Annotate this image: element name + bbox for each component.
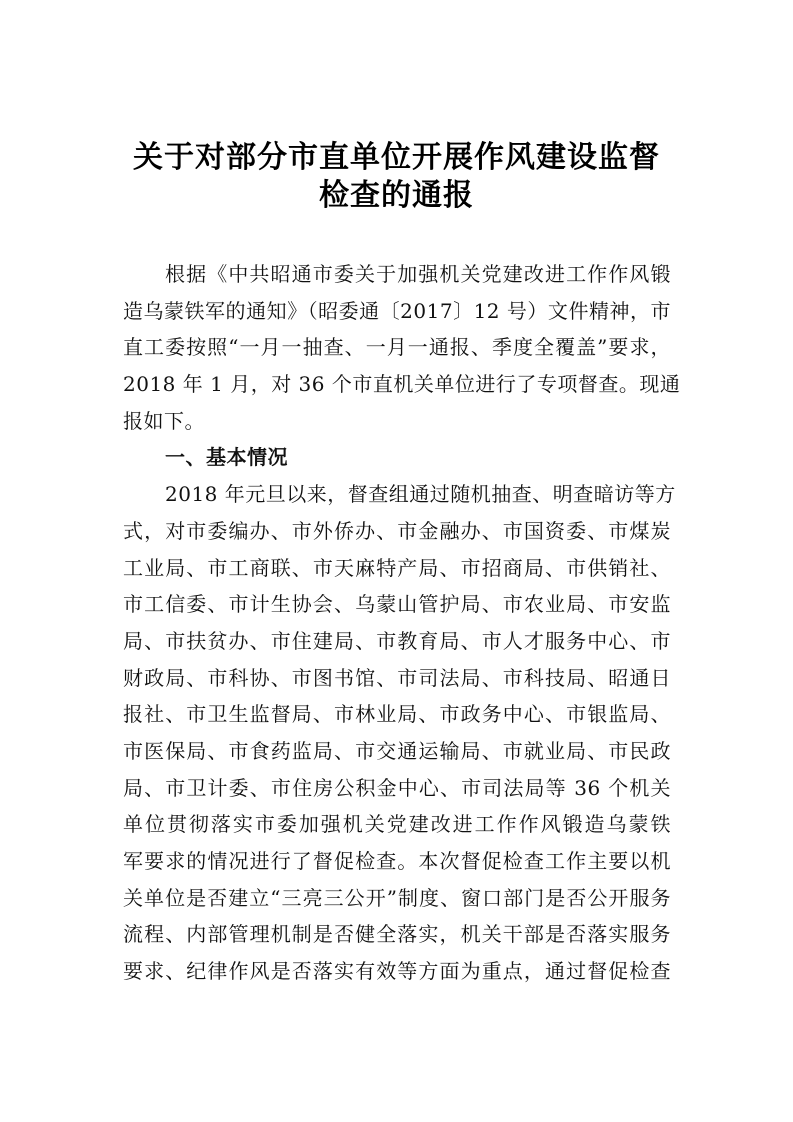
paragraph-2 bbox=[123, 476, 676, 990]
paragraph-line: 局、市扶贫办、市住建局、市教育局、市人才服务中心、市 bbox=[123, 628, 671, 653]
document-title-line-2: 检查的通报 bbox=[319, 178, 474, 213]
document-body bbox=[123, 256, 681, 990]
paragraph-line: 工业局、市工商联、市天麻特产局、市招商局、市供销社、 bbox=[123, 555, 671, 580]
paragraph-line: 财政局、市科协、市图书馆、市司法局、市科技局、昭通日 bbox=[123, 665, 671, 690]
paragraph-line: 直工委按照“一月一抽查、一月一通报、季度全覆盖”要求， bbox=[123, 335, 671, 360]
paragraph-line: 式，对市委编办、市外侨办、市金融办、市国资委、市煤炭 bbox=[123, 518, 671, 543]
paragraph-line: 市工信委、市计生协会、乌蒙山管护局、市农业局、市安监 bbox=[123, 592, 671, 617]
paragraph-line: 根据《中共昭通市委关于加强机关党建改进工作作风锻 bbox=[165, 262, 671, 286]
paragraph-line: 2018 年 1 月，对 36 个市直机关单位进行了专项督查。现通 bbox=[123, 372, 681, 397]
section-heading: 一、基本情况 bbox=[165, 445, 288, 470]
paragraph-line: 2018 年元旦以来，督查组通过随机抽查、明查暗访等方 bbox=[165, 482, 676, 507]
paragraph-line: 要求、纪律作风是否落实有效等方面为重点，通过督促检查 bbox=[123, 959, 671, 984]
paragraph-line: 造乌蒙铁军的通知》（昭委通〔2017〕12 号）文件精神，市 bbox=[123, 298, 671, 323]
paragraph-line: 关单位是否建立“三亮三公开”制度、窗口部门是否公开服务 bbox=[123, 885, 671, 910]
paragraph-line: 军要求的情况进行了督促检查。本次督促检查工作主要以机 bbox=[123, 849, 671, 873]
paragraph-line: 报如下。 bbox=[123, 408, 205, 433]
paragraph-line: 局、市卫计委、市住房公积金中心、市司法局等 36 个机关 bbox=[123, 775, 671, 800]
document-title-line-1: 关于对部分市直单位开展作风建设监督 bbox=[133, 140, 660, 175]
paragraph-1 bbox=[123, 256, 681, 439]
paragraph-line: 单位贯彻落实市委加强机关党建改进工作作风锻造乌蒙铁 bbox=[123, 812, 671, 837]
paragraph-line: 报社、市卫生监督局、市林业局、市政务中心、市银监局、 bbox=[123, 702, 671, 727]
paragraph-line: 流程、内部管理机制是否健全落实，机关干部是否落实服务 bbox=[123, 922, 671, 947]
paragraph-line: 市医保局、市食药监局、市交通运输局、市就业局、市民政 bbox=[123, 738, 671, 763]
